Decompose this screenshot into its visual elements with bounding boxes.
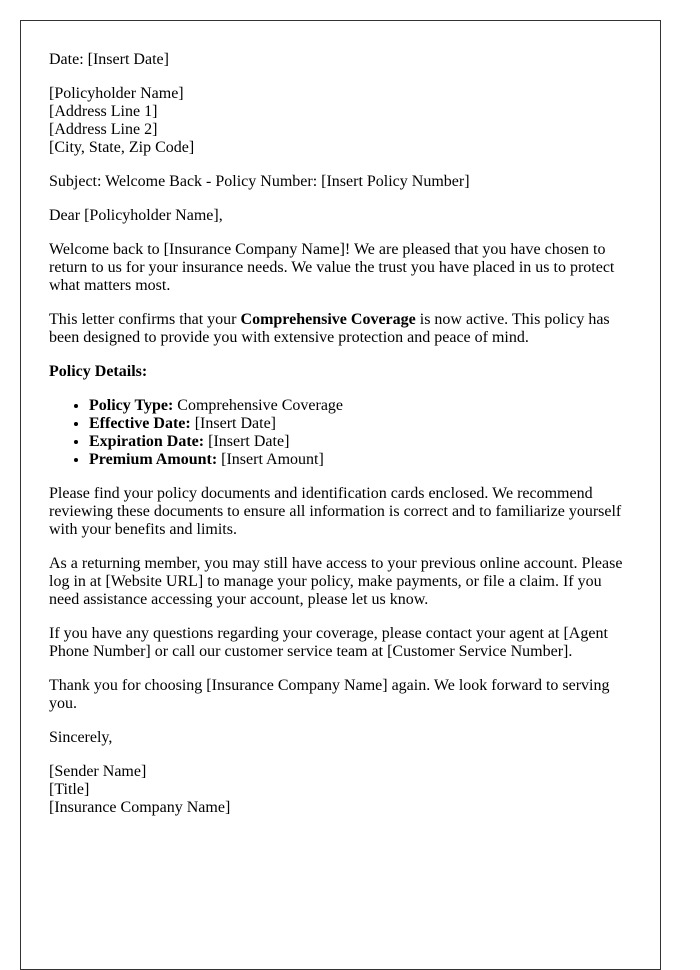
policy-detail-item [89, 397, 632, 415]
recipient-address [49, 85, 632, 157]
date-line: Date: [Insert Date] [49, 51, 169, 68]
paragraph-documents: Please find your policy documents and identification cards enclosed. We recommend reviewing these documents to ensure all information is correct and to familiarize yourself with your benefits and limits. [49, 485, 622, 538]
salutation: Dear [Policyholder Name], [49, 207, 223, 224]
policy-detail-item [89, 451, 632, 469]
policy-detail-label: Effective Date: [89, 415, 191, 432]
confirm-text-after: is now active. This policy has been designed to provide you with extensive protection and peace of mind. [49, 311, 610, 346]
paragraph-thanks: Thank you for choosing [Insurance Company Name] again. We look forward to serving you. [49, 677, 610, 712]
policy-detail-value: [Insert Date] [204, 433, 290, 450]
letter-container [20, 20, 661, 970]
policy-detail-value: Comprehensive Coverage [173, 397, 344, 414]
recipient-address-line-2: [Address Line 2] [49, 121, 158, 138]
policy-detail-value: [Insert Date] [190, 415, 277, 432]
paragraph-online-account: As a returning member, you may still have access to your previous online account. Please log in at [Website URL] to manage your policy, make payments, or file a claim. If you need assistance accessing your account, please let us know. [49, 555, 623, 608]
policy-detail-value: [Insert Amount] [217, 451, 324, 468]
policy-detail-item [89, 415, 632, 433]
recipient-name: [Policyholder Name] [49, 85, 184, 102]
sender-company: [Insurance Company Name] [49, 799, 231, 816]
policy-detail-item [89, 433, 632, 451]
paragraph-confirm [49, 311, 632, 347]
paragraph-welcome: Welcome back to [Insurance Company Name]! We are pleased that you have chosen to return to us for your insurance needs. We value the trust you have placed in us to protect what matters most. [49, 241, 615, 294]
policy-details-list [49, 397, 632, 469]
policy-detail-label: Premium Amount: [89, 451, 218, 468]
policy-detail-label: Policy Type: [89, 397, 174, 414]
closing: Sincerely, [49, 729, 113, 746]
recipient-address-line-1: [Address Line 1] [49, 103, 158, 120]
policy-details-heading-text: Policy Details: [49, 363, 148, 380]
sender-name: [Sender Name] [49, 763, 147, 780]
recipient-city-state-zip: [City, State, Zip Code] [49, 139, 195, 156]
subject-line: Subject: Welcome Back - Policy Number: [Insert Policy Number] [49, 173, 470, 190]
paragraph-contact: If you have any questions regarding your coverage, please contact your agent at [Agent Phone Number] or call our customer service team at [Customer Service Number]. [49, 625, 608, 660]
policy-details-heading [49, 363, 632, 381]
policy-detail-label: Expiration Date: [89, 433, 205, 450]
sender-title: [Title] [49, 781, 90, 798]
confirm-text-before: This letter confirms that your [49, 311, 241, 328]
signature-block [49, 763, 632, 817]
coverage-name: Comprehensive Coverage [240, 311, 416, 328]
